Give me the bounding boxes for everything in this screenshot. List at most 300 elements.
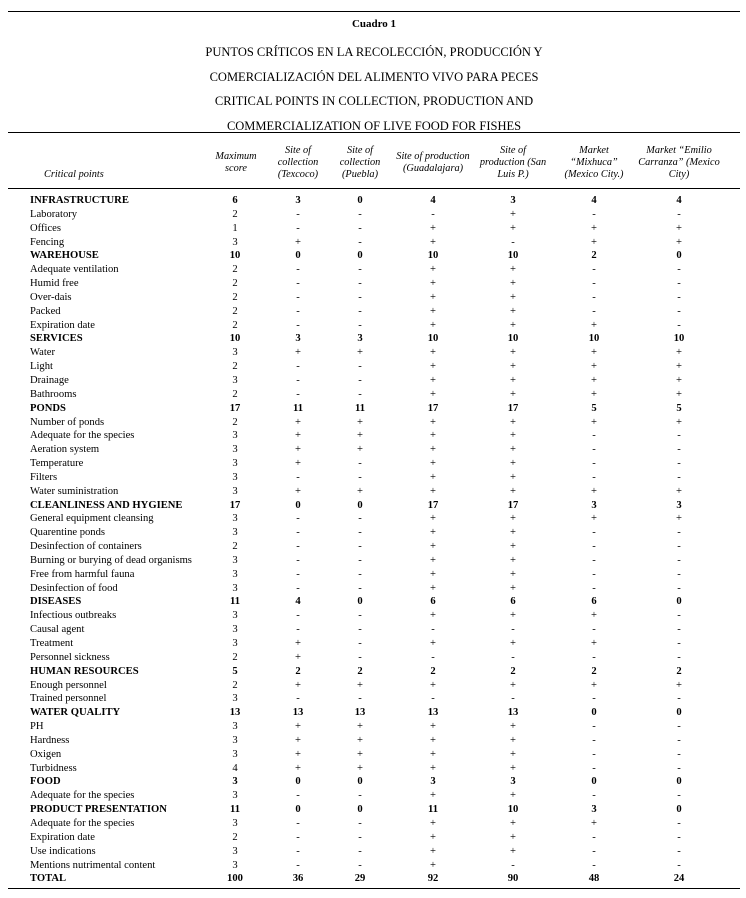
mixhuca-score: 0 bbox=[591, 776, 597, 788]
texcoco-score: 3 bbox=[295, 195, 301, 206]
mixhuca-score: - bbox=[592, 554, 596, 566]
san-luis-score: + bbox=[510, 471, 516, 483]
maximum-score: 3 bbox=[232, 845, 238, 857]
mixhuca-score: - bbox=[592, 721, 596, 733]
texcoco-score: - bbox=[296, 541, 300, 553]
mixhuca-score: - bbox=[592, 471, 596, 483]
emilio-carranza-score: + bbox=[676, 347, 682, 359]
mixhuca-score: - bbox=[592, 568, 596, 580]
table-row bbox=[0, 692, 746, 706]
emilio-carranza-score: - bbox=[677, 554, 681, 566]
puebla-score: + bbox=[357, 734, 363, 746]
emilio-carranza-score: 0 bbox=[676, 250, 682, 262]
maximum-score: 3 bbox=[232, 859, 238, 871]
san-luis-score: 13 bbox=[507, 707, 519, 719]
mixhuca-score: - bbox=[592, 208, 596, 220]
table-row bbox=[0, 443, 746, 457]
emilio-carranza-score: - bbox=[677, 471, 681, 483]
row-label: PONDS bbox=[30, 402, 66, 414]
puebla-score: - bbox=[358, 541, 362, 553]
row-label: Expiration date bbox=[30, 319, 96, 331]
table-row bbox=[0, 540, 746, 554]
emilio-carranza-score: - bbox=[677, 458, 681, 470]
mixhuca-score: - bbox=[592, 748, 596, 760]
emilio-carranza-score: - bbox=[677, 278, 681, 290]
emilio-carranza-score: - bbox=[677, 721, 681, 733]
maximum-score: 3 bbox=[232, 554, 238, 566]
emilio-carranza-score: + bbox=[676, 361, 682, 373]
emilio-carranza-score: + bbox=[676, 222, 682, 234]
mixhuca-score: + bbox=[591, 638, 597, 649]
row-label: Packed bbox=[30, 305, 61, 317]
san-luis-score: 10 bbox=[507, 333, 519, 345]
mixhuca-score: + bbox=[591, 610, 597, 622]
mixhuca-score: + bbox=[591, 347, 597, 359]
table-row bbox=[0, 416, 746, 430]
mixhuca-score: 5 bbox=[591, 402, 597, 414]
maximum-score: 13 bbox=[229, 707, 241, 719]
mixhuca-score: - bbox=[592, 624, 596, 636]
table-row bbox=[0, 319, 746, 333]
row-label: Expiration date bbox=[30, 831, 96, 843]
guadalajara-score: + bbox=[430, 582, 436, 594]
puebla-score: - bbox=[358, 693, 362, 705]
san-luis-score: + bbox=[510, 817, 516, 829]
maximum-score: 3 bbox=[232, 471, 238, 483]
table-row bbox=[0, 651, 746, 665]
category-row bbox=[0, 499, 746, 513]
emilio-carranza-score: - bbox=[677, 748, 681, 760]
emilio-carranza-score: - bbox=[677, 859, 681, 871]
guadalajara-score: + bbox=[430, 222, 436, 234]
guadalajara-score: + bbox=[430, 748, 436, 760]
emilio-carranza-score: - bbox=[677, 762, 681, 774]
san-luis-score: 90 bbox=[507, 873, 519, 885]
texcoco-score: + bbox=[295, 430, 301, 442]
row-label: Offices bbox=[30, 222, 61, 234]
texcoco-score: - bbox=[296, 610, 300, 622]
row-label: FOOD bbox=[30, 776, 61, 788]
mixhuca-score: - bbox=[592, 458, 596, 470]
table-row bbox=[0, 305, 746, 319]
table-row bbox=[0, 845, 746, 859]
row-label: Burning or burying of dead organisms bbox=[30, 554, 192, 566]
puebla-score: - bbox=[358, 208, 362, 220]
maximum-score: 2 bbox=[232, 278, 238, 290]
row-label: TOTAL bbox=[30, 873, 67, 885]
maximum-score: 3 bbox=[232, 458, 238, 470]
mixhuca-score: 2 bbox=[591, 250, 597, 262]
emilio-carranza-score: + bbox=[676, 513, 682, 525]
guadalajara-score: + bbox=[430, 513, 436, 525]
table-row bbox=[0, 720, 746, 734]
table-row bbox=[0, 471, 746, 485]
puebla-score: - bbox=[358, 859, 362, 871]
puebla-score: 0 bbox=[357, 195, 363, 206]
san-luis-score: + bbox=[510, 444, 516, 456]
maximum-score: 3 bbox=[232, 582, 238, 594]
row-label: Drainage bbox=[30, 374, 69, 386]
emilio-carranza-score: - bbox=[677, 444, 681, 456]
header-bottom-rule bbox=[8, 188, 740, 189]
table-caption: Cuadro 1 bbox=[351, 18, 397, 30]
emilio-carranza-score: 0 bbox=[676, 776, 682, 788]
mixhuca-score: + bbox=[591, 374, 597, 386]
guadalajara-score: 13 bbox=[427, 707, 439, 719]
texcoco-score: - bbox=[296, 361, 300, 373]
guadalajara-score: + bbox=[430, 554, 436, 566]
table-row bbox=[0, 859, 746, 873]
mixhuca-score: 0 bbox=[591, 707, 597, 719]
texcoco-score: + bbox=[295, 416, 301, 428]
puebla-score: - bbox=[358, 291, 362, 303]
puebla-score: - bbox=[358, 388, 362, 400]
maximum-score: 2 bbox=[232, 416, 238, 428]
san-luis-score: + bbox=[510, 748, 516, 760]
guadalajara-score: + bbox=[430, 734, 436, 746]
texcoco-score: + bbox=[295, 734, 301, 746]
row-label: Fencing bbox=[30, 236, 65, 248]
row-label: INFRASTRUCTURE bbox=[30, 195, 129, 206]
maximum-score: 1 bbox=[232, 222, 238, 234]
texcoco-score: - bbox=[296, 291, 300, 303]
san-luis-score: 3 bbox=[510, 776, 516, 788]
texcoco-score: + bbox=[295, 458, 301, 470]
san-luis-score: + bbox=[510, 485, 516, 497]
puebla-score: + bbox=[357, 485, 363, 497]
guadalajara-score: 6 bbox=[430, 596, 436, 608]
table-row bbox=[0, 748, 746, 762]
maximum-score: 3 bbox=[232, 817, 238, 829]
emilio-carranza-score: 0 bbox=[676, 707, 682, 719]
maximum-score: 3 bbox=[232, 776, 238, 788]
san-luis-score: + bbox=[510, 222, 516, 234]
table-row bbox=[0, 554, 746, 568]
guadalajara-score: + bbox=[430, 485, 436, 497]
mixhuca-score: - bbox=[592, 541, 596, 553]
table-row bbox=[0, 388, 746, 402]
guadalajara-score: + bbox=[430, 361, 436, 373]
mixhuca-score: - bbox=[592, 831, 596, 843]
title-line: COMMERCIALIZATION OF LIVE FOOD FOR FISHES bbox=[226, 118, 522, 133]
category-row bbox=[0, 332, 746, 346]
puebla-score: - bbox=[358, 651, 362, 663]
emilio-carranza-score: - bbox=[677, 624, 681, 636]
table-row bbox=[0, 526, 746, 540]
maximum-score: 2 bbox=[232, 831, 238, 843]
row-label: Adequate for the species bbox=[30, 790, 135, 802]
puebla-score: 0 bbox=[357, 804, 363, 816]
guadalajara-score: + bbox=[430, 444, 436, 456]
maximum-score: 11 bbox=[229, 804, 240, 816]
guadalajara-score: + bbox=[430, 859, 436, 871]
row-label: WAREHOUSE bbox=[30, 250, 99, 262]
san-luis-score: - bbox=[511, 651, 515, 663]
san-luis-score: + bbox=[510, 610, 516, 622]
guadalajara-score: + bbox=[430, 347, 436, 359]
puebla-score: - bbox=[358, 554, 362, 566]
puebla-score: 3 bbox=[357, 333, 363, 345]
row-label: Turbidness bbox=[30, 762, 77, 774]
guadalajara-score: + bbox=[430, 817, 436, 829]
maximum-score: 3 bbox=[232, 513, 238, 525]
mixhuca-score: - bbox=[592, 264, 596, 276]
mixhuca-score: + bbox=[591, 679, 597, 691]
guadalajara-score: + bbox=[430, 236, 436, 248]
maximum-score: 2 bbox=[232, 208, 238, 220]
san-luis-score: 2 bbox=[510, 665, 516, 677]
texcoco-score: 0 bbox=[295, 804, 301, 816]
title-line: COMERCIALIZACIÓN DEL ALIMENTO VIVO PARA PECES bbox=[209, 69, 539, 84]
mixhuca-score: - bbox=[592, 527, 596, 539]
puebla-score: - bbox=[358, 817, 362, 829]
san-luis-score: + bbox=[510, 305, 516, 317]
texcoco-score: - bbox=[296, 859, 300, 871]
mixhuca-score: 48 bbox=[588, 873, 600, 885]
header-maximum-score: Maximum score bbox=[215, 151, 257, 174]
row-label: Over-dais bbox=[30, 291, 72, 303]
mixhuca-score: - bbox=[592, 845, 596, 857]
table-row bbox=[0, 623, 746, 637]
mixhuca-score: + bbox=[591, 361, 597, 373]
header-production-san-luis: Site of production (San Luis P.) bbox=[479, 145, 547, 180]
maximum-score: 6 bbox=[232, 195, 238, 206]
table-row bbox=[0, 582, 746, 596]
emilio-carranza-score: 0 bbox=[676, 596, 682, 608]
texcoco-score: - bbox=[296, 817, 300, 829]
row-label: Free from harmful fauna bbox=[30, 568, 135, 580]
maximum-score: 3 bbox=[232, 527, 238, 539]
texcoco-score: 36 bbox=[292, 873, 304, 885]
maximum-score: 3 bbox=[232, 790, 238, 802]
guadalajara-score: + bbox=[430, 278, 436, 290]
maximum-score: 3 bbox=[232, 444, 238, 456]
texcoco-score: + bbox=[295, 651, 301, 663]
texcoco-score: - bbox=[296, 527, 300, 539]
san-luis-score: + bbox=[510, 568, 516, 580]
puebla-score: - bbox=[358, 582, 362, 594]
maximum-score: 10 bbox=[229, 250, 241, 262]
mixhuca-score: - bbox=[592, 859, 596, 871]
mixhuca-score: - bbox=[592, 291, 596, 303]
category-row bbox=[0, 803, 746, 817]
row-label: Causal agent bbox=[30, 624, 85, 636]
row-label: Oxigen bbox=[30, 748, 62, 760]
maximum-score: 2 bbox=[232, 388, 238, 400]
texcoco-score: + bbox=[295, 236, 301, 248]
emilio-carranza-score: 3 bbox=[676, 499, 682, 511]
texcoco-score: - bbox=[296, 845, 300, 857]
mixhuca-score: + bbox=[591, 817, 597, 829]
guadalajara-score: + bbox=[430, 388, 436, 400]
row-label: General equipment cleansing bbox=[30, 513, 154, 525]
guadalajara-score: + bbox=[430, 416, 436, 428]
row-label: Personnel sickness bbox=[30, 651, 110, 663]
texcoco-score: - bbox=[296, 471, 300, 483]
mixhuca-score: + bbox=[591, 485, 597, 497]
maximum-score: 3 bbox=[232, 693, 238, 705]
guadalajara-score: - bbox=[431, 624, 435, 636]
row-label: Treatment bbox=[30, 638, 74, 649]
bottom-rule bbox=[8, 888, 740, 889]
puebla-score: - bbox=[358, 374, 362, 386]
row-label: Laboratory bbox=[30, 208, 78, 220]
guadalajara-score: - bbox=[431, 693, 435, 705]
texcoco-score: - bbox=[296, 582, 300, 594]
row-label: Infectious outbreaks bbox=[30, 610, 117, 622]
emilio-carranza-score: - bbox=[677, 568, 681, 580]
emilio-carranza-score: 2 bbox=[676, 665, 682, 677]
san-luis-score: + bbox=[510, 416, 516, 428]
row-label: Water suministration bbox=[30, 485, 119, 497]
row-label: Humid free bbox=[30, 278, 79, 290]
puebla-score: + bbox=[357, 347, 363, 359]
san-luis-score: + bbox=[510, 527, 516, 539]
maximum-score: 2 bbox=[232, 541, 238, 553]
san-luis-score: - bbox=[511, 624, 515, 636]
puebla-score: - bbox=[358, 305, 362, 317]
maximum-score: 3 bbox=[232, 568, 238, 580]
texcoco-score: - bbox=[296, 319, 300, 331]
puebla-score: 13 bbox=[354, 707, 366, 719]
puebla-score: 0 bbox=[357, 499, 363, 511]
mixhuca-score: - bbox=[592, 278, 596, 290]
san-luis-score: + bbox=[510, 762, 516, 774]
emilio-carranza-score: 10 bbox=[673, 333, 685, 345]
puebla-score: + bbox=[357, 444, 363, 456]
puebla-score: - bbox=[358, 319, 362, 331]
row-label: PH bbox=[30, 721, 44, 733]
emilio-carranza-score: + bbox=[676, 679, 682, 691]
puebla-score: + bbox=[357, 762, 363, 774]
guadalajara-score: + bbox=[430, 305, 436, 317]
emilio-carranza-score: - bbox=[677, 291, 681, 303]
emilio-carranza-score: - bbox=[677, 610, 681, 622]
emilio-carranza-score: - bbox=[677, 319, 681, 331]
san-luis-score: 10 bbox=[507, 804, 519, 816]
san-luis-score: 10 bbox=[507, 250, 519, 262]
guadalajara-score: + bbox=[430, 790, 436, 802]
texcoco-score: + bbox=[295, 485, 301, 497]
san-luis-score: + bbox=[510, 361, 516, 373]
puebla-score: - bbox=[358, 222, 362, 234]
texcoco-score: - bbox=[296, 624, 300, 636]
header-critical-points: Critical points bbox=[44, 169, 104, 180]
guadalajara-score: + bbox=[430, 679, 436, 691]
puebla-score: - bbox=[358, 610, 362, 622]
emilio-carranza-score: 0 bbox=[676, 804, 682, 816]
maximum-score: 3 bbox=[232, 485, 238, 497]
san-luis-score: + bbox=[510, 319, 516, 331]
table-row bbox=[0, 831, 746, 845]
puebla-score: - bbox=[358, 278, 362, 290]
san-luis-score: 17 bbox=[507, 499, 519, 511]
table-row bbox=[0, 208, 746, 222]
table-row bbox=[0, 609, 746, 623]
emilio-carranza-score: + bbox=[676, 236, 682, 248]
maximum-score: 3 bbox=[232, 610, 238, 622]
san-luis-score: + bbox=[510, 374, 516, 386]
guadalajara-score: + bbox=[430, 610, 436, 622]
emilio-carranza-score: - bbox=[677, 651, 681, 663]
row-label: PRODUCT PRESENTATION bbox=[30, 804, 167, 816]
san-luis-score: + bbox=[510, 582, 516, 594]
maximum-score: 3 bbox=[232, 236, 238, 248]
mixhuca-score: - bbox=[592, 734, 596, 746]
mixhuca-score: - bbox=[592, 430, 596, 442]
texcoco-score: 4 bbox=[295, 596, 301, 608]
san-luis-score: - bbox=[511, 236, 515, 248]
san-luis-score: 3 bbox=[510, 195, 516, 206]
puebla-score: 11 bbox=[354, 402, 365, 414]
title-line: PUNTOS CRÍTICOS EN LA RECOLECCIÓN, PRODUCCIÓN Y bbox=[205, 45, 543, 59]
row-label: Adequate ventilation bbox=[30, 264, 119, 276]
table-titles bbox=[8, 40, 740, 138]
table-row bbox=[0, 291, 746, 305]
row-label: DISEASES bbox=[30, 596, 82, 608]
mixhuca-score: - bbox=[592, 790, 596, 802]
header-production-guadalajara: Site of production (Guadalajara) bbox=[396, 151, 470, 174]
guadalajara-score: + bbox=[430, 845, 436, 857]
row-label: WATER QUALITY bbox=[30, 707, 121, 719]
mixhuca-score: + bbox=[591, 416, 597, 428]
title-line: CRITICAL POINTS IN COLLECTION, PRODUCTION AND bbox=[214, 94, 534, 109]
row-label: Desinfection of containers bbox=[30, 541, 142, 553]
row-label: Aeration system bbox=[30, 444, 100, 456]
texcoco-score: 11 bbox=[292, 402, 303, 414]
texcoco-score: 3 bbox=[295, 333, 301, 345]
row-label: HUMAN RESOURCES bbox=[30, 665, 139, 677]
row-label: Hardness bbox=[30, 734, 70, 746]
maximum-score: 10 bbox=[229, 333, 241, 345]
san-luis-score: + bbox=[510, 278, 516, 290]
emilio-carranza-score: - bbox=[677, 430, 681, 442]
guadalajara-score: 2 bbox=[430, 665, 436, 677]
mixhuca-score: - bbox=[592, 651, 596, 663]
row-label: Desinfection of food bbox=[30, 582, 118, 594]
emilio-carranza-score: - bbox=[677, 541, 681, 553]
san-luis-score: + bbox=[510, 554, 516, 566]
san-luis-score: + bbox=[510, 513, 516, 525]
category-row bbox=[0, 194, 746, 208]
guadalajara-score: + bbox=[430, 527, 436, 539]
category-row bbox=[0, 775, 746, 789]
emilio-carranza-score: - bbox=[677, 638, 681, 649]
puebla-score: - bbox=[358, 361, 362, 373]
mixhuca-score: + bbox=[591, 388, 597, 400]
maximum-score: 17 bbox=[229, 402, 241, 414]
mixhuca-score: + bbox=[591, 222, 597, 234]
puebla-score: 0 bbox=[357, 776, 363, 788]
puebla-score: 0 bbox=[357, 250, 363, 262]
emilio-carranza-score: - bbox=[677, 208, 681, 220]
maximum-score: 17 bbox=[229, 499, 241, 511]
puebla-score: - bbox=[358, 471, 362, 483]
mixhuca-score: - bbox=[592, 305, 596, 317]
puebla-score: + bbox=[357, 679, 363, 691]
category-row bbox=[0, 706, 746, 720]
san-luis-score: - bbox=[511, 693, 515, 705]
emilio-carranza-score: 24 bbox=[673, 873, 685, 885]
texcoco-score: - bbox=[296, 554, 300, 566]
row-label: SERVICES bbox=[30, 333, 83, 345]
texcoco-score: + bbox=[295, 638, 301, 649]
texcoco-score: + bbox=[295, 721, 301, 733]
row-label: Quarentine ponds bbox=[30, 527, 106, 539]
puebla-score: + bbox=[357, 721, 363, 733]
emilio-carranza-score: + bbox=[676, 485, 682, 497]
san-luis-score: + bbox=[510, 831, 516, 843]
